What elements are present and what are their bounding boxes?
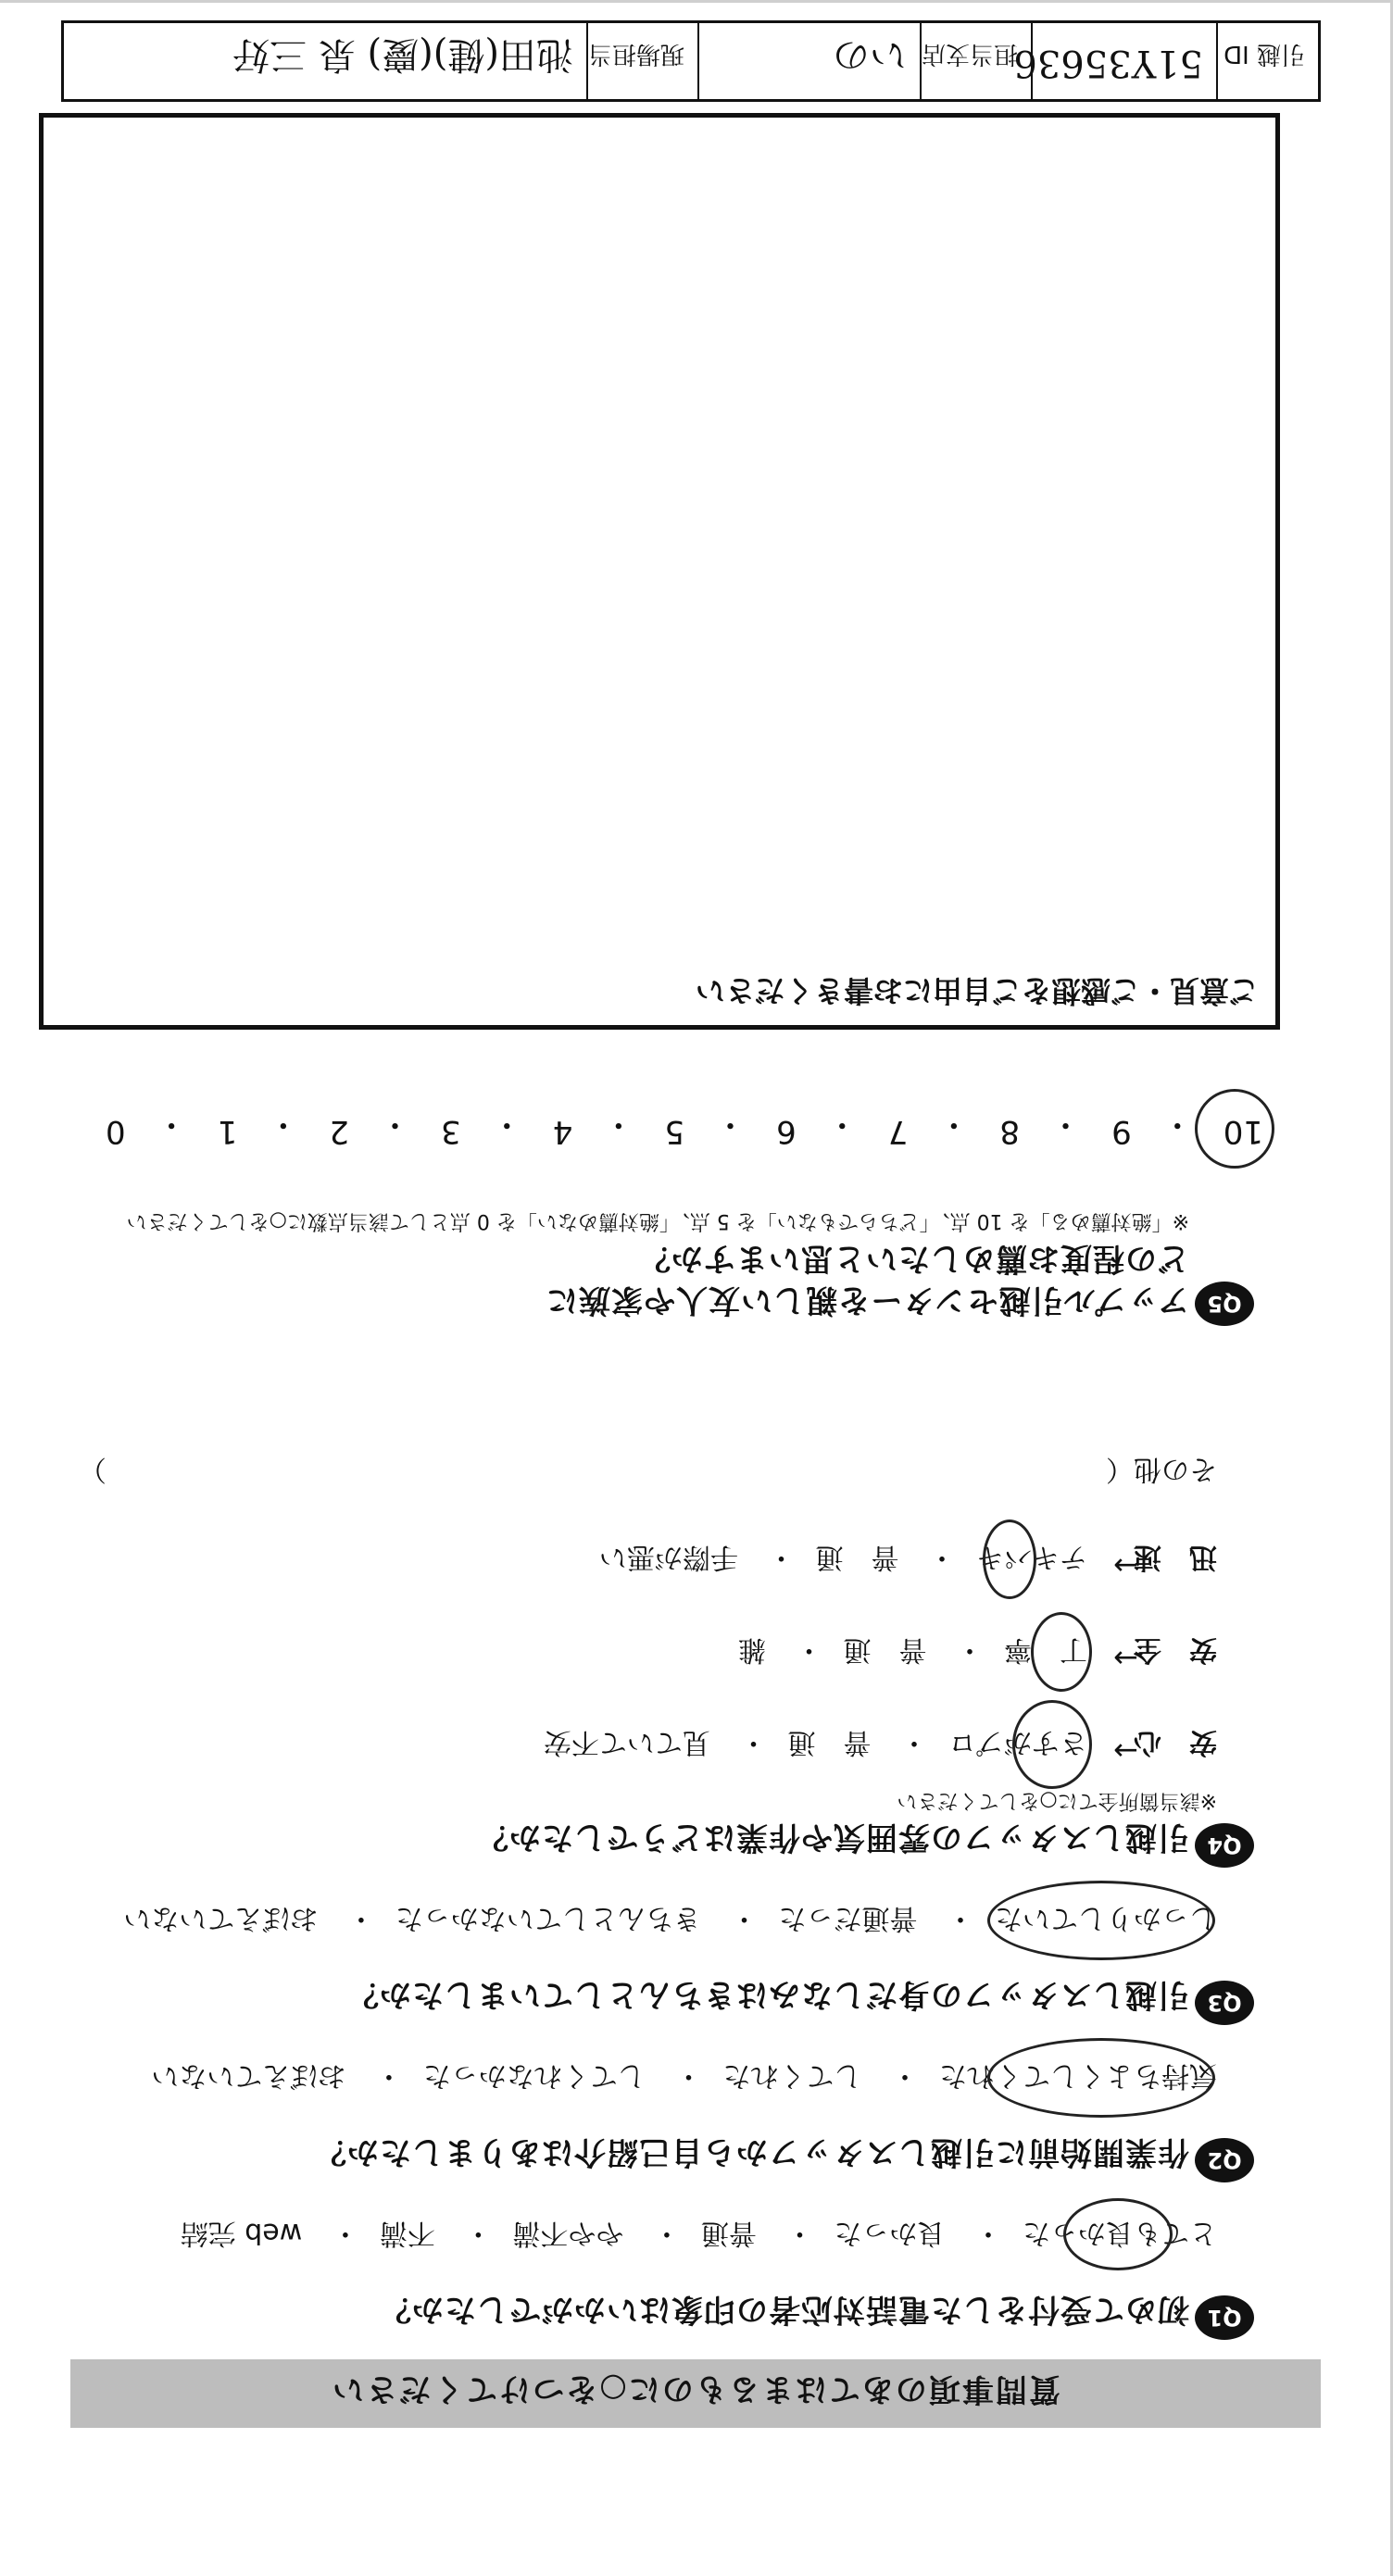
- q3-option[interactable]: 普通だった: [778, 1902, 918, 1934]
- q1-option[interactable]: 普通: [700, 2217, 757, 2249]
- q1-option[interactable]: web 完結: [180, 2217, 303, 2249]
- q5-scale: 10 ・ 9 ・ 8 ・ 7 ・ 6 ・ 5 ・ 4 ・ 3 ・ 2 ・ 1 ・ 0: [106, 1106, 1263, 1150]
- scale-value[interactable]: 4: [552, 1113, 573, 1150]
- scale-value[interactable]: 10: [1223, 1113, 1263, 1150]
- staff-label: 現場担当: [587, 40, 684, 68]
- q1-option[interactable]: 不満: [379, 2217, 435, 2249]
- scale-value[interactable]: 1: [217, 1113, 238, 1150]
- scale-value[interactable]: 7: [887, 1113, 909, 1150]
- q3-option[interactable]: しっかりしていた: [995, 1902, 1217, 1934]
- scale-value[interactable]: 6: [776, 1113, 797, 1150]
- answer-circle: [1063, 2198, 1173, 2270]
- q4-other-label: その他（: [1106, 1453, 1217, 1485]
- comment-box[interactable]: [39, 113, 1280, 1030]
- q4-row-options: さすがプロ・ 普 通・ 見ていて不安: [523, 1725, 1087, 1766]
- q2-options: 気持ちよくしてくれた・ してくれた・ してくれなかった・ おぼえていない: [131, 2058, 1217, 2099]
- scale-value[interactable]: 0: [106, 1113, 126, 1150]
- q4-other: [79, 1452, 1217, 1493]
- q4-row-label: 安 心: [1134, 1726, 1217, 1758]
- branch-value: いの: [833, 33, 907, 76]
- id-value: 51Y35636: [1013, 42, 1203, 84]
- q2-option[interactable]: 気持ちよくしてくれた: [939, 2059, 1217, 2092]
- info-table: [61, 20, 1321, 102]
- q1-option[interactable]: 良かった: [834, 2217, 946, 2249]
- scale-value[interactable]: 3: [441, 1113, 461, 1150]
- q4-option[interactable]: 雑: [737, 1633, 766, 1666]
- q4-option[interactable]: 手際が悪い: [598, 1541, 738, 1573]
- q5-text-line2: どの程度お薦めしたいと思いますか？: [638, 1240, 1189, 1277]
- staff-label-cell: [586, 23, 697, 99]
- q1-options: とても良かった・ 良かった・ 普通・ やや不満・ 不満・ web 完結: [160, 2216, 1217, 2257]
- answer-circle: [983, 1519, 1036, 1599]
- q5-note: ※「絶対薦める」を 10 点、「どちらでもない」を 5 点、「絶対薦めない」を 0 点として該当点数に○をしてください: [126, 1209, 1189, 1232]
- scale-value[interactable]: 8: [999, 1113, 1021, 1150]
- id-value-cell[interactable]: [1013, 23, 1216, 99]
- arrow-icon: →: [1113, 1641, 1138, 1676]
- q2-option[interactable]: してくれた: [722, 2059, 862, 2092]
- section-header-band: [70, 2359, 1321, 2428]
- q4-row-options: テキパキ・ 普 通・ 手際が悪い: [579, 1540, 1087, 1581]
- q2-text: 作業開始前に引越しスタッフから自己紹介はありましたか？: [314, 2133, 1189, 2170]
- id-label: 引越 ID: [1224, 40, 1305, 68]
- q3-badge: Q3: [1195, 1981, 1254, 2025]
- section-header-text: 質問事項のあてはまるものに○をつけてください: [331, 2370, 1060, 2407]
- q1-option[interactable]: とても良かった: [1023, 2217, 1217, 2249]
- q4-option[interactable]: テキパキ: [976, 1541, 1087, 1573]
- answer-circle: [987, 2038, 1215, 2118]
- q3-option[interactable]: おぼえていない: [123, 1902, 319, 1934]
- arrow-icon: →: [1113, 1733, 1138, 1769]
- q3-text: 引越しスタッフの身だしなみはきちんとしていましたか？: [346, 1976, 1189, 2013]
- q5-badge: Q5: [1195, 1282, 1254, 1326]
- scale-value[interactable]: 2: [329, 1113, 349, 1150]
- q2-option[interactable]: してくれなかった: [422, 2059, 646, 2092]
- id-label-cell: [1216, 23, 1318, 99]
- q4-row-label: 安 全: [1134, 1633, 1217, 1666]
- scale-value[interactable]: 9: [1111, 1113, 1132, 1150]
- q2-option[interactable]: おぼえていない: [151, 2059, 346, 2092]
- scale-value[interactable]: 5: [664, 1113, 685, 1150]
- q1-text: 初めて受付をした電話対応者の印象はいかがでしたか？: [379, 2291, 1189, 2328]
- q3-options: しっかりしていた・ 普通だった・ きちんとしていなかった・ おぼえていない: [103, 1901, 1217, 1942]
- q4-option[interactable]: 普 通: [787, 1726, 872, 1758]
- answer-circle: [1195, 1089, 1274, 1169]
- q4-option[interactable]: さすがプロ: [948, 1726, 1087, 1758]
- q2-badge: Q2: [1195, 2138, 1254, 2182]
- q3-option[interactable]: きちんとしていなかった: [395, 1902, 701, 1934]
- answer-circle: [1012, 1700, 1092, 1789]
- q5-text-line1: アップル引越センターを親しい友人や家族に: [546, 1282, 1189, 1319]
- q4-option[interactable]: 丁 寧: [1004, 1633, 1087, 1666]
- q4-option[interactable]: 普 通: [843, 1633, 927, 1666]
- q4-row-label: 迅 速: [1134, 1541, 1217, 1573]
- q4-other-close: ）: [78, 1453, 107, 1485]
- answer-circle: [987, 1881, 1215, 1960]
- branch-label: 担当支店: [921, 40, 1018, 68]
- q4-text: 引越しスタッフの雰囲気や作業はどうでしたか？: [476, 1819, 1189, 1856]
- q4-option[interactable]: 見ていて不安: [543, 1726, 710, 1758]
- branch-value-cell[interactable]: [697, 23, 920, 99]
- q4-badge: Q4: [1195, 1823, 1254, 1868]
- branch-label-cell: [920, 23, 1031, 99]
- q4-row-options: 丁 寧・ 普 通・ 雑: [718, 1632, 1087, 1673]
- answer-circle: [1031, 1612, 1092, 1692]
- staff-value-cell[interactable]: [64, 23, 586, 99]
- staff-value: 池田(健)(慶) 泉 三好: [232, 33, 573, 76]
- scan-edge: [0, 0, 1393, 3]
- arrow-icon: →: [1113, 1548, 1138, 1583]
- comment-label: ご意見・ご感想をご自由にお書きください: [695, 973, 1259, 1008]
- q4-note: ※該当箇所全てに○をしてください: [897, 1789, 1217, 1812]
- q1-option[interactable]: やや不満: [512, 2217, 624, 2249]
- q4-option[interactable]: 普 通: [815, 1541, 899, 1573]
- q1-badge: Q1: [1195, 2295, 1254, 2340]
